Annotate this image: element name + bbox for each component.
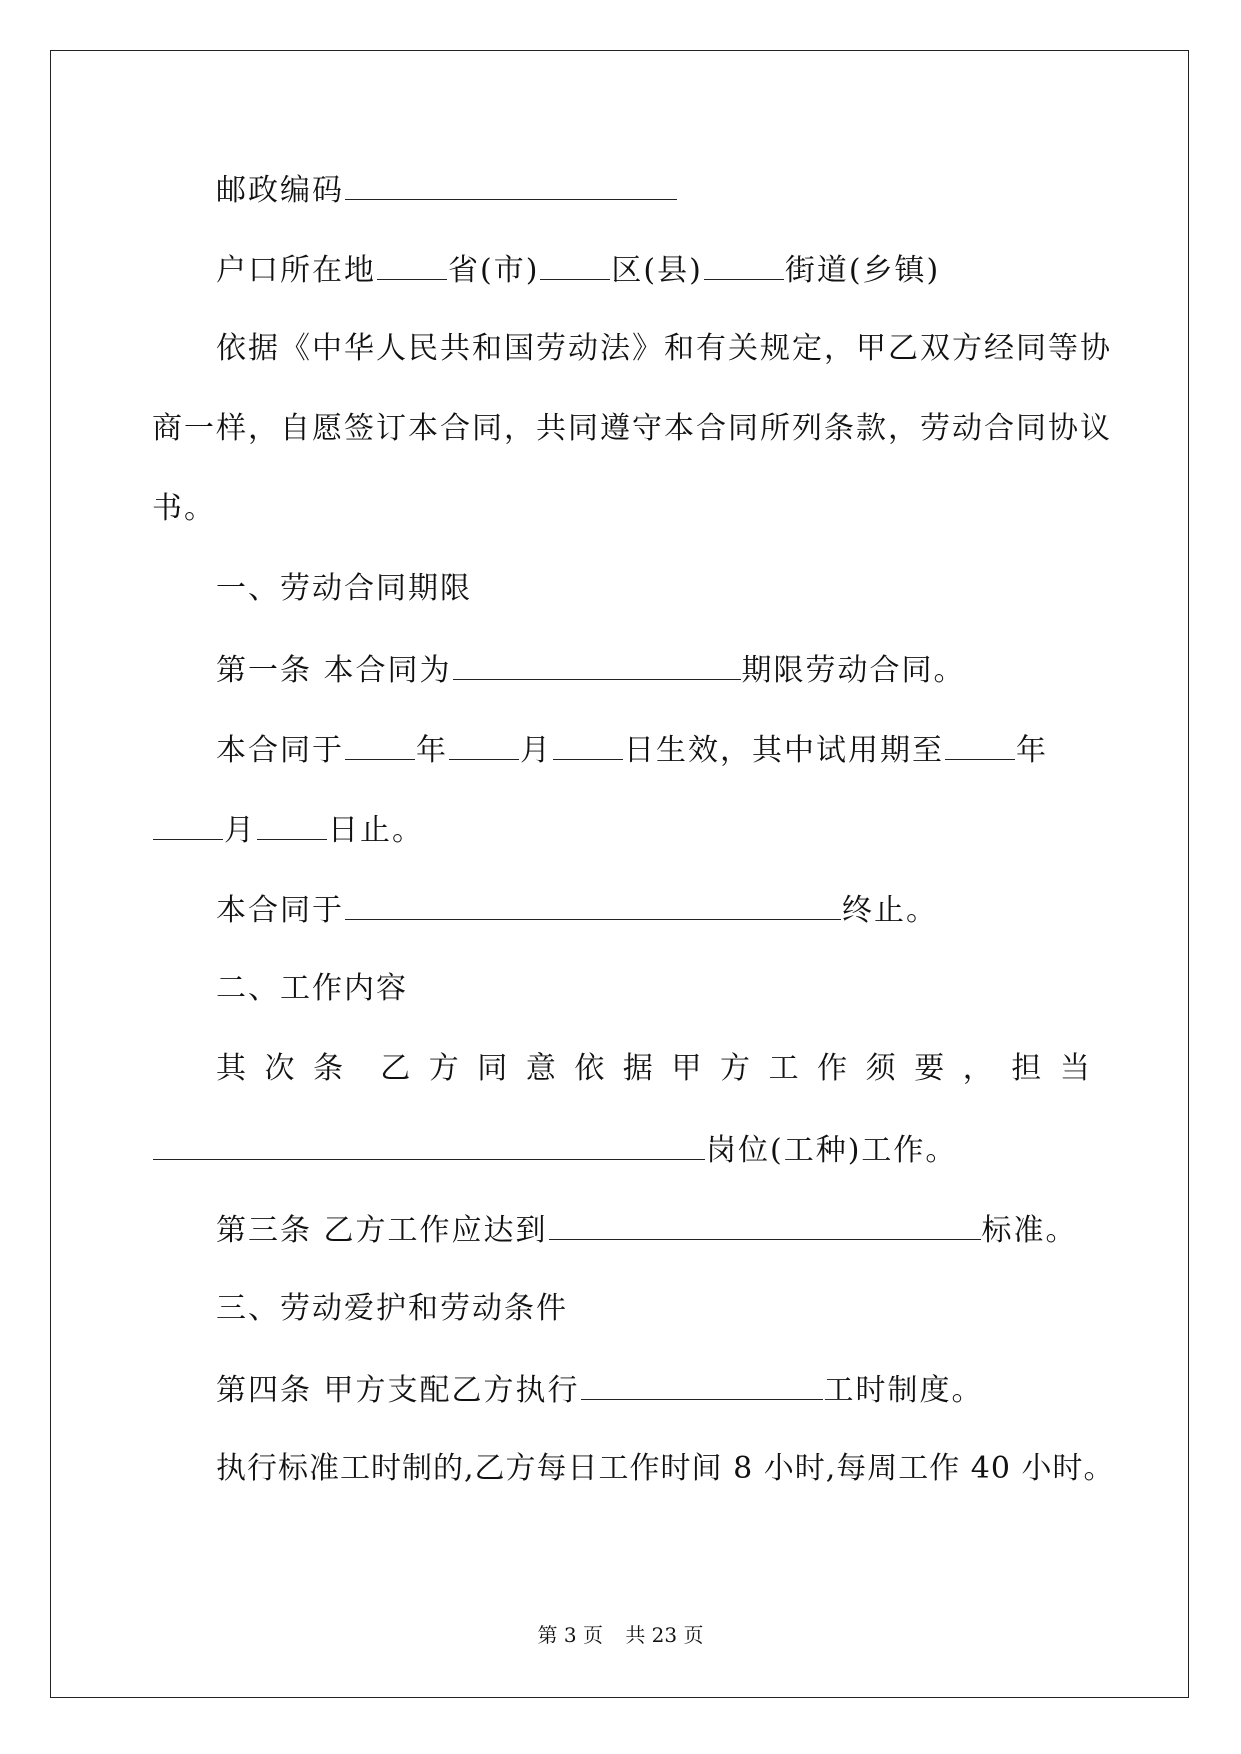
probation-year-blank bbox=[945, 729, 1015, 760]
article-2-char: 其 bbox=[216, 1051, 246, 1086]
article-2-char: 方 bbox=[720, 1051, 751, 1086]
district-blank bbox=[540, 249, 610, 280]
probation-year-label: 年 bbox=[1016, 733, 1048, 768]
day-blank bbox=[553, 729, 623, 760]
article-2-char: 依 bbox=[574, 1051, 605, 1086]
page-number: 第 3 页 bbox=[537, 1623, 603, 1647]
probation-day-blank bbox=[257, 809, 327, 840]
termination-blank bbox=[345, 889, 841, 920]
page-footer bbox=[0, 1623, 1241, 1647]
article-2-char: 条 bbox=[313, 1051, 344, 1086]
termination-label: 本合同于 bbox=[216, 893, 344, 928]
working-hours-blank bbox=[581, 1369, 823, 1400]
article-4-suffix: 工时制度。 bbox=[823, 1373, 984, 1408]
article-2-char: 工 bbox=[768, 1051, 799, 1086]
probation-month-label: 月 bbox=[224, 813, 256, 848]
postal-code-line bbox=[216, 169, 678, 211]
article-2-char: 担 bbox=[1011, 1051, 1042, 1086]
probation-end-label: 日止。 bbox=[328, 813, 424, 848]
article-2-char: ， bbox=[962, 1051, 993, 1086]
province-blank bbox=[377, 249, 447, 280]
page-total: 共 23 页 bbox=[625, 1623, 704, 1647]
paragraph-line: 商一样，自愿签订本合同，共同遵守本合同所列条款，劳动合同协议 bbox=[152, 411, 1112, 446]
effective-label: 本合同于 bbox=[216, 733, 344, 768]
month-label: 月 bbox=[520, 733, 552, 768]
article-2-char: 甲 bbox=[671, 1051, 702, 1086]
article-3-suffix: 标准。 bbox=[981, 1213, 1078, 1248]
street-blank bbox=[704, 249, 784, 280]
month-blank bbox=[449, 729, 519, 760]
article-1-suffix: 期限劳动合同。 bbox=[741, 653, 966, 688]
article-4-line bbox=[216, 1369, 984, 1411]
paragraph-line: 依据《中华人民共和国劳动法》和有关规定，甲乙双方经同等协 bbox=[216, 331, 1112, 366]
article-2-char: 次 bbox=[264, 1051, 295, 1086]
year-blank bbox=[345, 729, 415, 760]
article-2-char: 据 bbox=[622, 1051, 653, 1086]
article-2-char: 须 bbox=[865, 1051, 896, 1086]
termination-suffix: 终止。 bbox=[842, 893, 938, 928]
article-4-label: 第四条 甲方支配乙方执行 bbox=[216, 1373, 580, 1408]
term-blank bbox=[453, 649, 741, 680]
standard-hours-line: 执行标准工时制的,乙方每日工作时间 8 小时,每周工作 40 小时。 bbox=[216, 1451, 1115, 1486]
article-1-line bbox=[216, 649, 966, 691]
standard-blank bbox=[549, 1209, 981, 1240]
article-2-char: 意 bbox=[525, 1051, 556, 1086]
article-2-char: 方 bbox=[428, 1051, 459, 1086]
hukou-label: 户口所在地 bbox=[216, 253, 376, 288]
article-3-line bbox=[216, 1209, 1078, 1251]
article-3-label: 第三条 乙方工作应达到 bbox=[216, 1213, 548, 1248]
district-label: 区(县) bbox=[611, 253, 703, 288]
article-2-char: 同 bbox=[477, 1051, 508, 1086]
postal-code-blank bbox=[345, 169, 677, 200]
article-1-label: 第一条 本合同为 bbox=[216, 653, 452, 688]
article-2-char: 要 bbox=[914, 1051, 945, 1086]
paragraph-line: 书。 bbox=[152, 491, 216, 526]
article-2-line-2 bbox=[152, 1129, 957, 1171]
section-heading: 三、劳动爱护和劳动条件 bbox=[216, 1291, 568, 1326]
position-blank bbox=[153, 1129, 705, 1160]
street-label: 街道(乡镇) bbox=[784, 253, 941, 288]
termination-line bbox=[216, 889, 938, 931]
article-2-char: 当 bbox=[1059, 1051, 1090, 1086]
province-label: 省(市) bbox=[448, 253, 540, 288]
hukou-line bbox=[216, 249, 940, 291]
section-heading: 二、工作内容 bbox=[216, 971, 408, 1006]
effective-date-line bbox=[216, 729, 1048, 771]
probation-label: 日生效，其中试用期至 bbox=[624, 733, 944, 768]
probation-end-line bbox=[152, 809, 424, 851]
position-label: 岗位(工种)工作。 bbox=[706, 1133, 958, 1168]
section-heading: 一、劳动合同期限 bbox=[216, 571, 472, 606]
article-2-char: 作 bbox=[817, 1051, 848, 1086]
postal-code-label: 邮政编码 bbox=[216, 173, 344, 208]
article-2-line bbox=[216, 1049, 1090, 1089]
year-label: 年 bbox=[416, 733, 448, 768]
article-2-char: 乙 bbox=[380, 1051, 411, 1086]
probation-month-blank bbox=[153, 809, 223, 840]
